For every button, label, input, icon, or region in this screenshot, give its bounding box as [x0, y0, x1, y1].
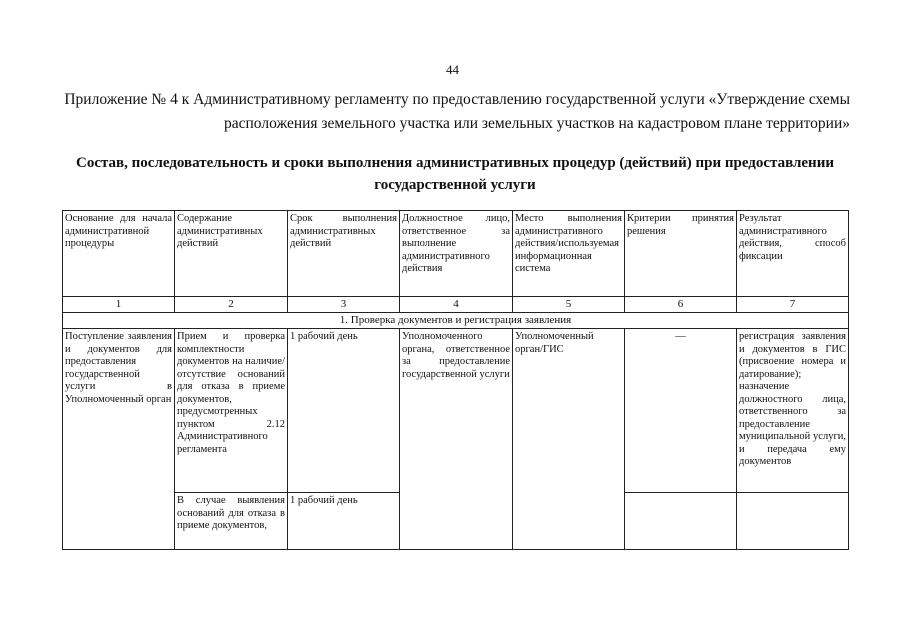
cell-result-empty: [737, 493, 849, 550]
cell-action: Прием и проверка комплектности документов на наличие/отсутствие оснований для отказа в приеме документов, предусмотренных пунктом 2.12 Административного регламента: [175, 329, 288, 493]
column-number: 1: [63, 297, 175, 313]
cell-term: 1 рабочий день: [288, 329, 400, 493]
appendix-line-1: Приложение № 4 к Административному регламенту по предоставлению государственной услуги «Утверждение схемы: [64, 91, 850, 108]
header-criteria: Критерии принятия решения: [625, 211, 737, 297]
section-title: 1. Проверка документов и регистрация заявления: [63, 313, 849, 329]
column-number: 4: [400, 297, 513, 313]
header-place: Место выполнения административного действия/используемая информационная система: [513, 211, 625, 297]
cell-official: Уполномоченного органа, ответственное за предоставление государственной услуги: [400, 329, 513, 550]
column-number: 5: [513, 297, 625, 313]
column-number: 2: [175, 297, 288, 313]
appendix-reference: [60, 88, 850, 136]
header-basis: Основание для начала административной процедуры: [63, 211, 175, 297]
cell-criteria: —: [625, 329, 737, 493]
section-row: [63, 313, 849, 329]
procedures-table: [62, 210, 849, 550]
column-number: 6: [625, 297, 737, 313]
table-row: [63, 329, 849, 493]
cell-basis: Поступление заявления и документов для предоставления государственной услуги в Уполномоченный орган: [63, 329, 175, 550]
cell-action: В случае выявления оснований для отказа в приеме документов,: [175, 493, 288, 550]
document-title: [55, 152, 855, 196]
header-action: Содержание административных действий: [175, 211, 288, 297]
cell-criteria-empty: [625, 493, 737, 550]
document-title-line-1: Состав, последовательность и сроки выполнения административных процедур (действий) при предоставлении: [76, 155, 834, 171]
header-term: Срок выполнения административных действий: [288, 211, 400, 297]
cell-result: регистрация заявления и документов в ГИС (присвоение номера и датирование); назначение должностного лица, ответственного за предоставление муниципальной услуги, и передача ему документов: [737, 329, 849, 493]
page-number: 44: [446, 62, 459, 77]
column-number-row: [63, 297, 849, 313]
header-official: Должностное лицо, ответственное за выполнение административного действия: [400, 211, 513, 297]
column-number: 3: [288, 297, 400, 313]
appendix-line-2: расположения земельного участка или земельных участков на кадастровом плане территории»: [224, 115, 850, 132]
column-number: 7: [737, 297, 849, 313]
document-title-line-2: государственной услуги: [374, 177, 536, 193]
table-header-row: [63, 211, 849, 297]
cell-place: Уполномоченный орган/ГИС: [513, 329, 625, 550]
header-result: Результат административного действия, способ фиксации: [737, 211, 849, 297]
cell-term: 1 рабочий день: [288, 493, 400, 550]
